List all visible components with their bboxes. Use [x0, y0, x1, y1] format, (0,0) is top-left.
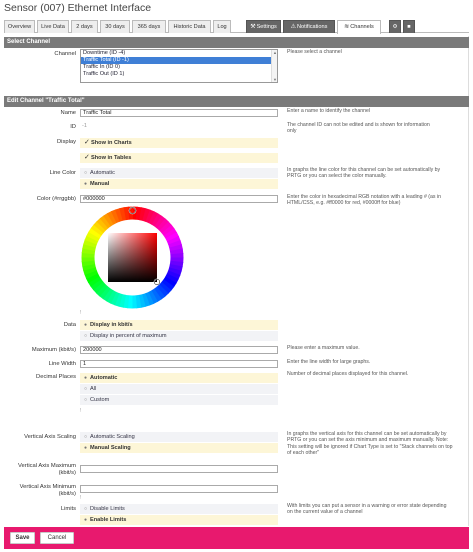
data-display-kbits[interactable]: ● Display in kbit/s: [80, 320, 278, 330]
tab-notifications[interactable]: ⚠Notifications: [283, 20, 335, 33]
line-color-manual[interactable]: ● Manual: [80, 179, 278, 189]
line-width-input[interactable]: 1: [80, 360, 278, 368]
id-value: -1: [80, 123, 278, 131]
display-label: Display: [56, 139, 76, 145]
line-width-label: Line Width: [48, 361, 76, 367]
tab-2-days[interactable]: 2 days: [71, 20, 98, 33]
tab-overview[interactable]: Overview: [4, 20, 35, 33]
maximum-input[interactable]: 200000: [80, 346, 278, 354]
channel-listbox[interactable]: [80, 49, 278, 83]
data-label: Data: [63, 322, 76, 328]
tab-icon-b[interactable]: [403, 20, 415, 33]
radio-off-icon: ○: [84, 333, 88, 339]
color-label: Color (#rrggbb): [36, 196, 76, 202]
save-button[interactable]: Save: [10, 532, 35, 544]
tab-365-days[interactable]: 365 days: [132, 20, 166, 33]
line-color-label: Line Color: [49, 170, 76, 176]
line-width-help: Enter the line width for large graphs.: [287, 359, 371, 365]
color-input[interactable]: #000000: [80, 195, 278, 203]
tab-settings[interactable]: ⚒Settings: [246, 20, 281, 33]
tab-30-days[interactable]: 30 days: [100, 20, 130, 33]
trash-icon: ■: [407, 24, 411, 30]
radio-off-icon: ○: [84, 434, 88, 440]
channel-label: Channel: [54, 51, 76, 57]
decimal-automatic[interactable]: ● Automatic: [80, 373, 278, 383]
cancel-button[interactable]: Cancel: [40, 532, 74, 544]
limits-enable[interactable]: ● Enable Limits: [80, 515, 278, 525]
radio-off-icon: ○: [84, 170, 88, 176]
decimal-places-label: Decimal Places: [36, 374, 76, 380]
radio-on-icon: ●: [84, 322, 88, 328]
listbox-scrollbar[interactable]: [271, 50, 277, 82]
section-select-channel: Select Channel: [4, 37, 469, 48]
exclamation-marker-3: !: [80, 495, 82, 501]
name-input[interactable]: Traffic Total: [80, 109, 278, 117]
channel-help: Please select a channel: [287, 49, 342, 55]
id-help: The channel ID can not be edited and is shown for information only: [287, 122, 430, 135]
channel-option-traffic-total[interactable]: Traffic Total (ID -1): [81, 57, 277, 64]
color-picker-wheel[interactable]: [80, 205, 185, 310]
vscale-manual[interactable]: ● Manual Scaling: [80, 443, 278, 453]
exclamation-marker: !: [80, 310, 82, 316]
id-label: ID: [70, 124, 76, 130]
tab-log[interactable]: Log: [213, 20, 231, 33]
radio-off-icon: ○: [84, 397, 88, 403]
scroll-down-icon[interactable]: ▼: [273, 77, 277, 82]
channel-option-traffic-in[interactable]: Traffic In (ID 0): [83, 64, 120, 70]
tab-bar: [4, 20, 469, 33]
channels-icon: ≋: [344, 24, 350, 30]
line-color-help: In graphs the line color for this channel can be set automatically by PRTG or you can select the color manually.: [287, 167, 441, 180]
decimal-all[interactable]: ○ All: [80, 384, 278, 394]
display-show-in-tables[interactable]: ✓Show in Tables: [80, 153, 278, 163]
title-sensor-name: (007) Ethernet Interface: [40, 2, 152, 14]
vaxis-max-label: Vertical Axis Maximum (kbit/s): [18, 463, 76, 476]
radio-on-icon: ●: [84, 181, 88, 187]
name-label: Name: [60, 110, 76, 116]
decimal-custom[interactable]: ○ Custom: [80, 395, 278, 405]
limits-disable[interactable]: ○ Disable Limits: [80, 504, 278, 514]
radio-off-icon: ○: [84, 506, 88, 512]
limits-help: With limits you can put a sensor in a warning or error state depending on the current value of a channel: [287, 503, 447, 516]
radio-on-icon: ●: [84, 375, 88, 381]
checkmark-icon: ✓: [84, 154, 90, 161]
exclamation-marker-2: !: [80, 408, 82, 414]
tab-live-data[interactable]: Live Data: [37, 20, 69, 33]
vaxis-min-label: Vertical Axis Minimum (kbit/s): [19, 484, 76, 497]
right-border: [468, 36, 469, 526]
wrench-icon: ⚒: [250, 24, 256, 30]
footer-bar: [4, 527, 469, 549]
channel-option-downtime[interactable]: Downtime (ID -4): [83, 50, 126, 56]
maximum-help: Please enter a maximum value.: [287, 345, 360, 351]
section-edit-channel: Edit Channel "Traffic Total": [4, 96, 469, 107]
tab-channels[interactable]: ≋Channels: [337, 20, 381, 34]
radio-on-icon: ●: [84, 517, 88, 523]
radio-on-icon: ●: [84, 445, 88, 451]
tab-historic-data[interactable]: Historic Data: [168, 20, 211, 33]
limits-label: Limits: [60, 506, 76, 512]
name-help: Enter a name to identify the channel: [287, 108, 371, 114]
tab-icon-a[interactable]: [389, 20, 401, 33]
maximum-label: Maximum (kbit/s): [31, 347, 76, 353]
line-color-automatic[interactable]: ○ Automatic: [80, 168, 278, 178]
warning-icon: ⚠: [290, 24, 296, 30]
data-display-percent[interactable]: ○ Display in percent of maximum: [80, 331, 278, 341]
page-title: [4, 2, 151, 14]
checkmark-icon: ✓: [84, 139, 90, 146]
vaxis-max-input[interactable]: [80, 465, 278, 473]
vscale-help: In graphs the vertical axis for this channel can be set automatically by PRTG or you can set the axis minimum and maximum manually. Note: This setting will be ignored if Chart Type is set to "Stack channels on top of each other": [287, 431, 453, 457]
display-show-in-charts[interactable]: ✓Show in Charts: [80, 138, 278, 148]
vscale-automatic[interactable]: ○ Automatic Scaling: [80, 432, 278, 442]
radio-off-icon: ○: [84, 386, 88, 392]
color-help: Enter the color in hexadecimal RGB notation with a leading # (as in HTML/CSS, e.g. #ff0000 for red, #0000ff for blue): [287, 194, 441, 207]
decimal-help: Number of decimal places displayed for this channel.: [287, 371, 409, 377]
title-prefix: Sensor: [4, 2, 38, 14]
scroll-up-icon[interactable]: ▲: [273, 50, 277, 55]
channel-option-traffic-out[interactable]: Traffic Out (ID 1): [83, 71, 125, 77]
vertical-scaling-label: Vertical Axis Scaling: [24, 434, 76, 440]
vaxis-min-input[interactable]: [80, 485, 278, 493]
gear-icon: ⚙: [392, 24, 398, 30]
